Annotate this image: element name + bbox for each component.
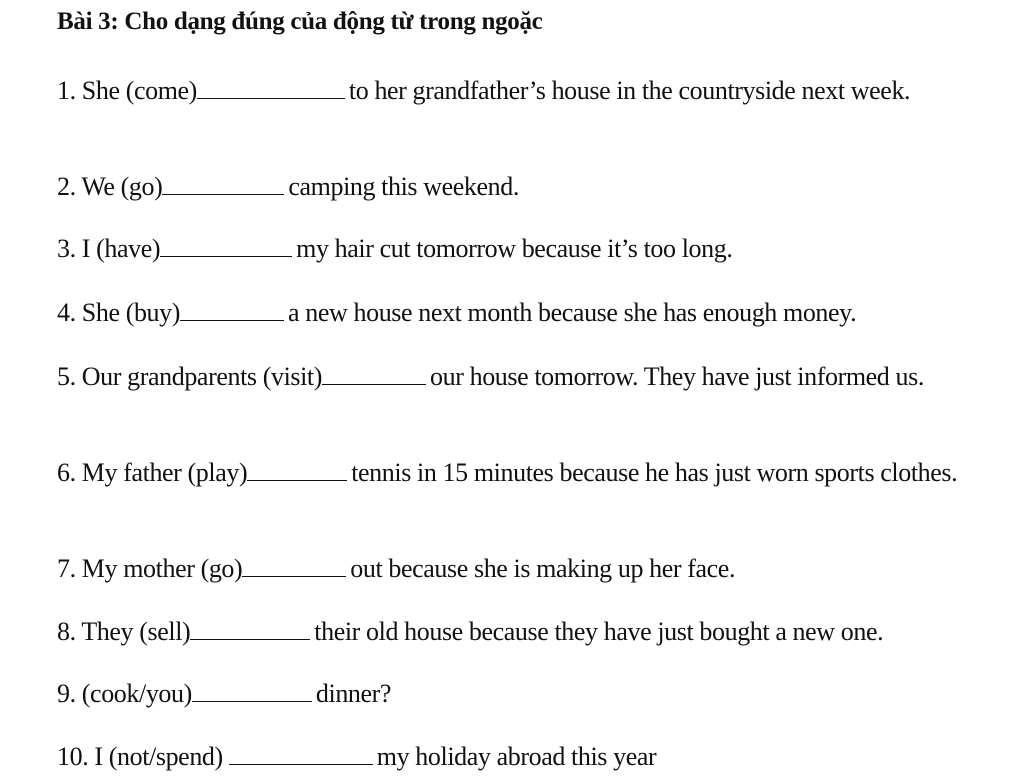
question-text: their old house because they have just bought a new one. — [314, 617, 884, 646]
question-6 — [57, 456, 1012, 490]
question-prompt: 2. We (go) — [57, 172, 163, 201]
question-prompt: 4. She (buy) — [57, 298, 181, 327]
answer-blank[interactable] — [247, 459, 347, 481]
answer-blank[interactable] — [242, 555, 346, 577]
question-8 — [57, 615, 1012, 649]
question-prompt: 5. Our grandparents (visit) — [57, 362, 323, 391]
question-10 — [57, 740, 1012, 774]
question-text: tennis in 15 minutes because he has just worn sports clothes. — [351, 458, 958, 487]
answer-blank[interactable] — [229, 743, 373, 765]
question-text: my holiday abroad this year — [376, 742, 657, 771]
question-prompt: 8. They (sell) — [57, 617, 191, 646]
question-3 — [57, 232, 1012, 266]
question-text: out because she is making up her face. — [350, 554, 736, 583]
question-prompt: 10. I (not/spend) — [57, 742, 223, 771]
answer-blank[interactable] — [192, 680, 312, 702]
question-9 — [57, 677, 1012, 711]
question-prompt: 1. She (come) — [57, 76, 197, 105]
question-2 — [57, 170, 1012, 204]
answer-blank[interactable] — [197, 77, 345, 99]
question-text: our house tomorrow. They have just informed us. — [430, 362, 924, 391]
answer-blank[interactable] — [162, 173, 284, 195]
question-text: dinner? — [315, 679, 392, 708]
question-4 — [57, 296, 1012, 330]
question-text: a new house next month because she has enough money. — [288, 298, 857, 327]
question-7 — [57, 552, 1012, 586]
question-text: camping this weekend. — [288, 172, 519, 201]
question-prompt: 9. (cook/you) — [57, 679, 192, 708]
question-text: my hair cut tomorrow because it’s too long. — [296, 234, 733, 263]
exercise-title: Bài 3: Cho dạng đúng của động từ trong ngoặc — [57, 8, 543, 35]
question-prompt: 7. My mother (go) — [57, 554, 243, 583]
question-1 — [57, 74, 1012, 108]
answer-blank[interactable] — [160, 235, 292, 257]
answer-blank[interactable] — [322, 363, 426, 385]
question-text: to her grandfather’s house in the countryside next week. — [348, 76, 911, 105]
question-5 — [57, 360, 1012, 394]
question-prompt: 6. My father (play) — [57, 458, 248, 487]
answer-blank[interactable] — [180, 299, 284, 321]
answer-blank[interactable] — [190, 618, 310, 640]
question-prompt: 3. I (have) — [57, 234, 161, 263]
